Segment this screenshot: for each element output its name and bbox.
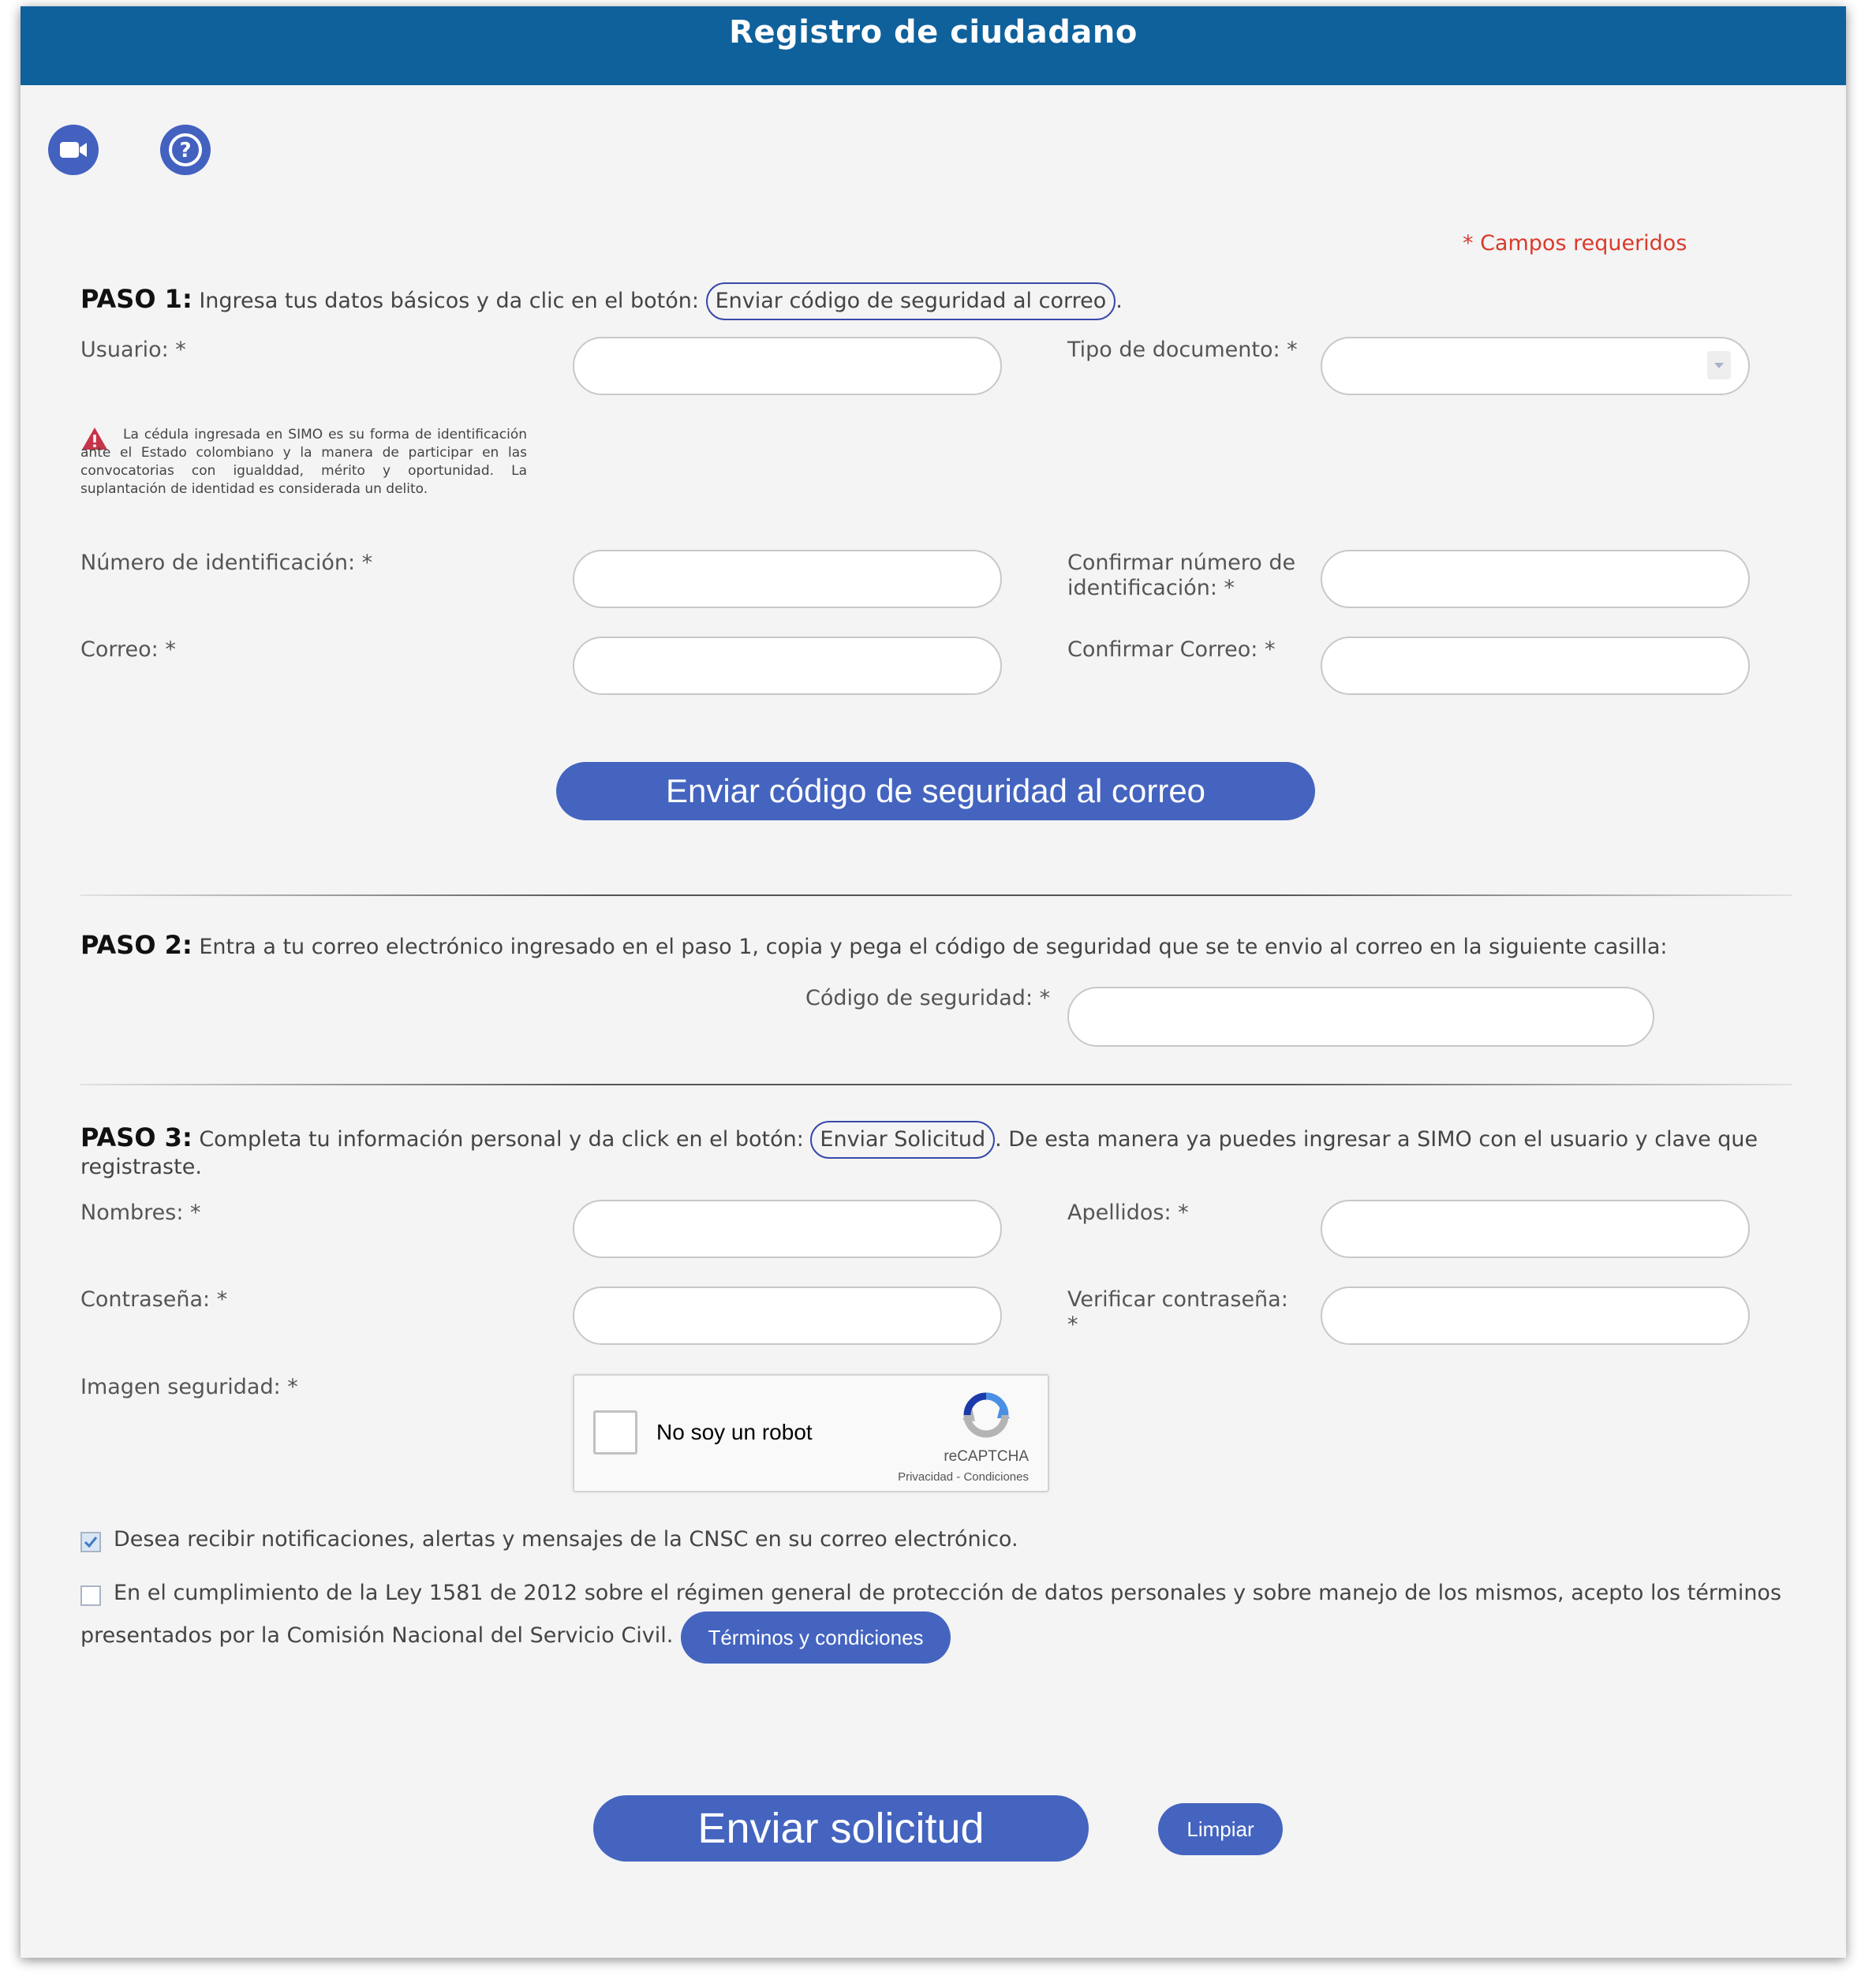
identity-warning (80, 426, 527, 499)
required-fields-note: * Campos requeridos (1463, 231, 1687, 256)
usuario-label: Usuario: * (80, 338, 186, 362)
step2-text: Entra a tu correo electrónico ingresado en el paso 1, copia y pega el código de seguridad que se te envio al correo en la siguiente casilla: (199, 935, 1668, 959)
nombres-label: Nombres: * (80, 1201, 201, 1225)
chevron-down-icon (1707, 351, 1731, 379)
step3-button-reference: Enviar Solicitud (810, 1121, 995, 1159)
nombres-input[interactable] (573, 1200, 1002, 1258)
step1-suffix: . (1116, 289, 1123, 313)
terms-conditions-button[interactable]: Términos y condiciones (681, 1611, 951, 1664)
codigo-seguridad-input[interactable] (1067, 987, 1654, 1047)
usuario-input[interactable] (573, 337, 1002, 395)
svg-text:?: ? (179, 139, 192, 162)
step1-instructions (80, 282, 1123, 320)
recaptcha-widget (573, 1374, 1049, 1492)
step2-label: PASO 2: (80, 930, 192, 960)
send-security-code-button[interactable]: Enviar código de seguridad al correo (556, 762, 1315, 820)
recaptcha-brand: reCAPTCHA (944, 1448, 1029, 1465)
notifications-checkbox[interactable] (80, 1532, 101, 1552)
tipo-documento-label: Tipo de documento: * (1067, 338, 1298, 362)
verificar-contrasena-label-text: Verificar contraseña: (1067, 1287, 1288, 1312)
tipo-documento-select[interactable] (1321, 337, 1750, 395)
confirmar-correo-label: Confirmar Correo: * (1067, 637, 1276, 662)
apellidos-label: Apellidos: * (1067, 1201, 1189, 1225)
recaptcha-checkbox[interactable] (593, 1410, 637, 1455)
help-question-icon[interactable] (160, 125, 211, 175)
recaptcha-links[interactable]: Privacidad - Condiciones (898, 1470, 1029, 1484)
identity-warning-text: La cédula ingresada en SIMO es su forma de identificación ante el Estado colombiano y la manera de participar en las convocatorias con igualddad, mérito y oportunidad. La suplantación de identidad es considerada un delito. (80, 427, 527, 497)
header-bar (21, 6, 1846, 85)
numero-identificacion-label: Número de identificación: * (80, 551, 373, 575)
recaptcha-logo-icon (959, 1388, 1013, 1445)
recaptcha-label: No soy un robot (656, 1420, 813, 1444)
verificar-contrasena-label (1067, 1287, 1288, 1338)
confirmar-numero-label-line2: identificación: * (1067, 576, 1235, 600)
verificar-contrasena-label-star: * (1067, 1313, 1078, 1337)
confirmar-numero-input[interactable] (1321, 550, 1750, 608)
step3-text-after: . De esta manera ya puedes ingresar a SIMO con el usuario y clave que (995, 1127, 1758, 1152)
checkmark-icon (82, 1533, 99, 1551)
step3-instructions (80, 1121, 1758, 1159)
contrasena-input[interactable] (573, 1287, 1002, 1345)
step2-instructions (80, 932, 1668, 960)
terms-text-line1: En el cumplimiento de la Ley 1581 de 2012 sobre el régimen general de protección de datos personales y sobre manejo de los mismos, acepto los términos (114, 1581, 1782, 1605)
registration-window (21, 6, 1846, 1958)
step1-button-reference: Enviar código de seguridad al correo (706, 282, 1116, 320)
imagen-seguridad-label: Imagen seguridad: * (80, 1375, 298, 1399)
confirmar-correo-input[interactable] (1321, 637, 1750, 695)
video-camera-icon[interactable] (48, 125, 99, 175)
step3-text: Completa tu información personal y da click en el botón: (199, 1127, 804, 1152)
apellidos-input[interactable] (1321, 1200, 1750, 1258)
clear-button[interactable]: Limpiar (1158, 1803, 1283, 1855)
confirmar-numero-label (1067, 551, 1295, 601)
confirmar-numero-label-line1: Confirmar número de (1067, 551, 1296, 575)
step3-label: PASO 3: (80, 1122, 192, 1152)
verificar-contrasena-input[interactable] (1321, 1287, 1750, 1345)
step1-label: PASO 1: (80, 284, 192, 314)
contrasena-label: Contraseña: * (80, 1287, 228, 1312)
divider-1 (80, 894, 1792, 896)
submit-request-button[interactable]: Enviar solicitud (593, 1795, 1089, 1862)
notifications-text: Desea recibir notificaciones, alertas y mensajes de la CNSC en su correo electrónico. (114, 1527, 1018, 1552)
page-title: Registro de ciudadano (729, 14, 1138, 50)
step1-text: Ingresa tus datos básicos y da clic en el botón: (199, 289, 699, 313)
divider-2 (80, 1084, 1792, 1085)
correo-label: Correo: * (80, 637, 176, 662)
terms-text-line2: presentados por la Comisión Nacional del Servicio Civil. (80, 1623, 674, 1648)
terms-checkbox[interactable] (80, 1585, 101, 1606)
codigo-seguridad-label: Código de seguridad: * (805, 986, 1051, 1010)
correo-input[interactable] (573, 637, 1002, 695)
numero-identificacion-input[interactable] (573, 550, 1002, 608)
step3-text-line2: registraste. (80, 1155, 202, 1179)
